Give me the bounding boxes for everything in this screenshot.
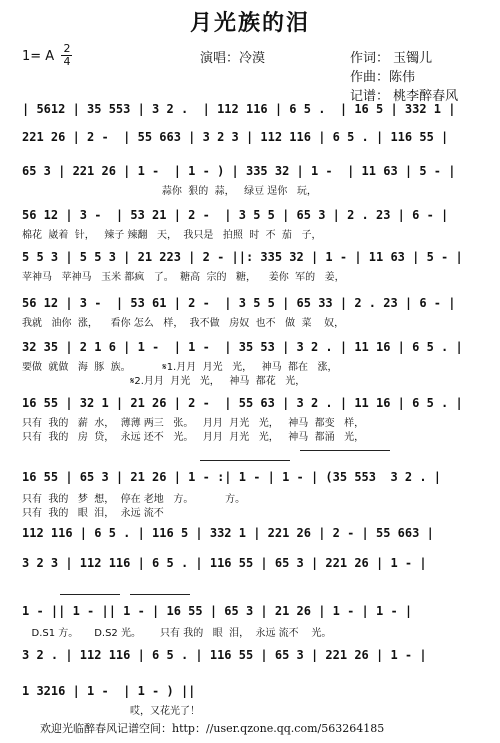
transcriber-credit: 记谱： 桃李醉春风	[350, 89, 459, 104]
score-row: 32 35 | 2 1 6 | 1 - | 1 - | 35 53 | 3 2 . | 11 16 | 6 5 . |	[22, 340, 463, 354]
score-row: 112 116 | 6 5 . | 116 5 | 332 1 | 221 26 | 2 - | 55 663 |	[22, 526, 434, 540]
lyric-row: 只有 我的 梦 想， 停在 老地 方。 方。	[22, 494, 246, 505]
lyric-row: 苹神马 苹神马 玉米 都疯 了。 糖高 宗的 糖， 姜你 军的 姜，	[22, 272, 345, 283]
time-signature-denominator: 4	[63, 55, 71, 68]
score-row: 56 12 | 3 - | 53 61 | 2 - | 3 5 5 | 65 33 | 2 . 23 | 6 - |	[22, 296, 456, 310]
volta-bracket-1	[200, 460, 290, 461]
lyric-row: 棉花 崴着 针， 辣子 辣翻 天， 我只是 拍照 时 不 茄 子，	[22, 230, 322, 241]
volta-bracket-3	[60, 594, 120, 595]
score-row: 56 12 | 3 - | 53 21 | 2 - | 3 5 5 | 65 3 | 2 . 23 | 6 - |	[22, 208, 449, 222]
ending-lyric: 哎，又花光了！	[130, 706, 200, 717]
lyric-row: 我就 油你 涨， 看你 怎么 样， 我不做 房奴 也不 做 菜 奴，	[22, 318, 345, 329]
score-row: 65 3 | 221 26 | 1 - | 1 - ) | 335 32 | 1 - | 11 63 | 5 - |	[22, 164, 456, 178]
lyricist-credit: 作词： 玉镯儿	[350, 51, 433, 66]
key-signature: 1= A	[22, 49, 55, 64]
lyric-row: 蒜你 狠的 蒜， 绿豆 逞你 玩，	[22, 186, 317, 197]
score-row: 5 5 3 | 5 5 3 | 21 223 | 2 - ||: 335 32 | 1 - | 11 63 | 5 - |	[22, 250, 463, 264]
score-row: 16 55 | 65 3 | 21 26 | 1 - :| 1 - | 1 - | (35 553 3 2 . |	[22, 470, 442, 484]
footer-link-text: 欢迎光临醉春风记谱空间：http：//user.qzone.qq.com/563264185	[40, 722, 385, 735]
composer-credit: 作曲：陈伟	[350, 70, 416, 85]
singer-credit: 演唱：冷漠	[200, 51, 266, 66]
score-row: 1 3216 | 1 - | 1 - ) ||	[22, 684, 196, 698]
score-row: 3 2 3 | 112 116 | 6 5 . | 116 55 | 65 3 | 221 26 | 1 - |	[22, 556, 427, 570]
volta-bracket-2	[300, 450, 390, 451]
score-row: 1 - || 1 - || 1 - | 16 55 | 65 3 | 21 26 | 1 - | 1 - |	[22, 604, 413, 618]
page-title: 月光族的泪	[189, 10, 310, 36]
lyric-row: 𝄋2.月月 月光 光， 神马 都花 光，	[22, 376, 306, 387]
score-row: | 5612 | 35 553 | 3 2 . | 112 116 | 6 5 . | 16 5 | 332 1 |	[22, 102, 456, 116]
lyric-row: D.S1 方。 D.S2 光。 只有 我的 眼 泪， 永远 流不 光。	[22, 628, 332, 639]
lyric-row: 只有 我的 房 贷， 永远 还不 光。 月月 月光 光， 神马 都涌 光，	[22, 432, 365, 443]
score-row: 16 55 | 32 1 | 21 26 | 2 - | 55 63 | 3 2 . | 11 16 | 6 5 . |	[22, 396, 463, 410]
score-row: 3 2 . | 112 116 | 6 5 . | 116 55 | 65 3 | 221 26 | 1 - |	[22, 648, 427, 662]
lyric-row: 只有 我的 薪 水， 薄薄 两三 张。 月月 月光 光， 神马 都变 样，	[22, 418, 365, 429]
lyric-row: 只有 我的 眼 泪， 永远 流不	[22, 508, 164, 519]
lyric-row: 要做 就做 海 豚 族。 𝄋1.月月 月光 光， 神马 都在 涨，	[22, 362, 338, 373]
score-row: 221 26 | 2 - | 55 663 | 3 2 3 | 112 116 | 6 5 . | 116 55 |	[22, 130, 449, 144]
volta-bracket-4	[130, 594, 190, 595]
time-signature-numerator: 2	[63, 42, 71, 55]
